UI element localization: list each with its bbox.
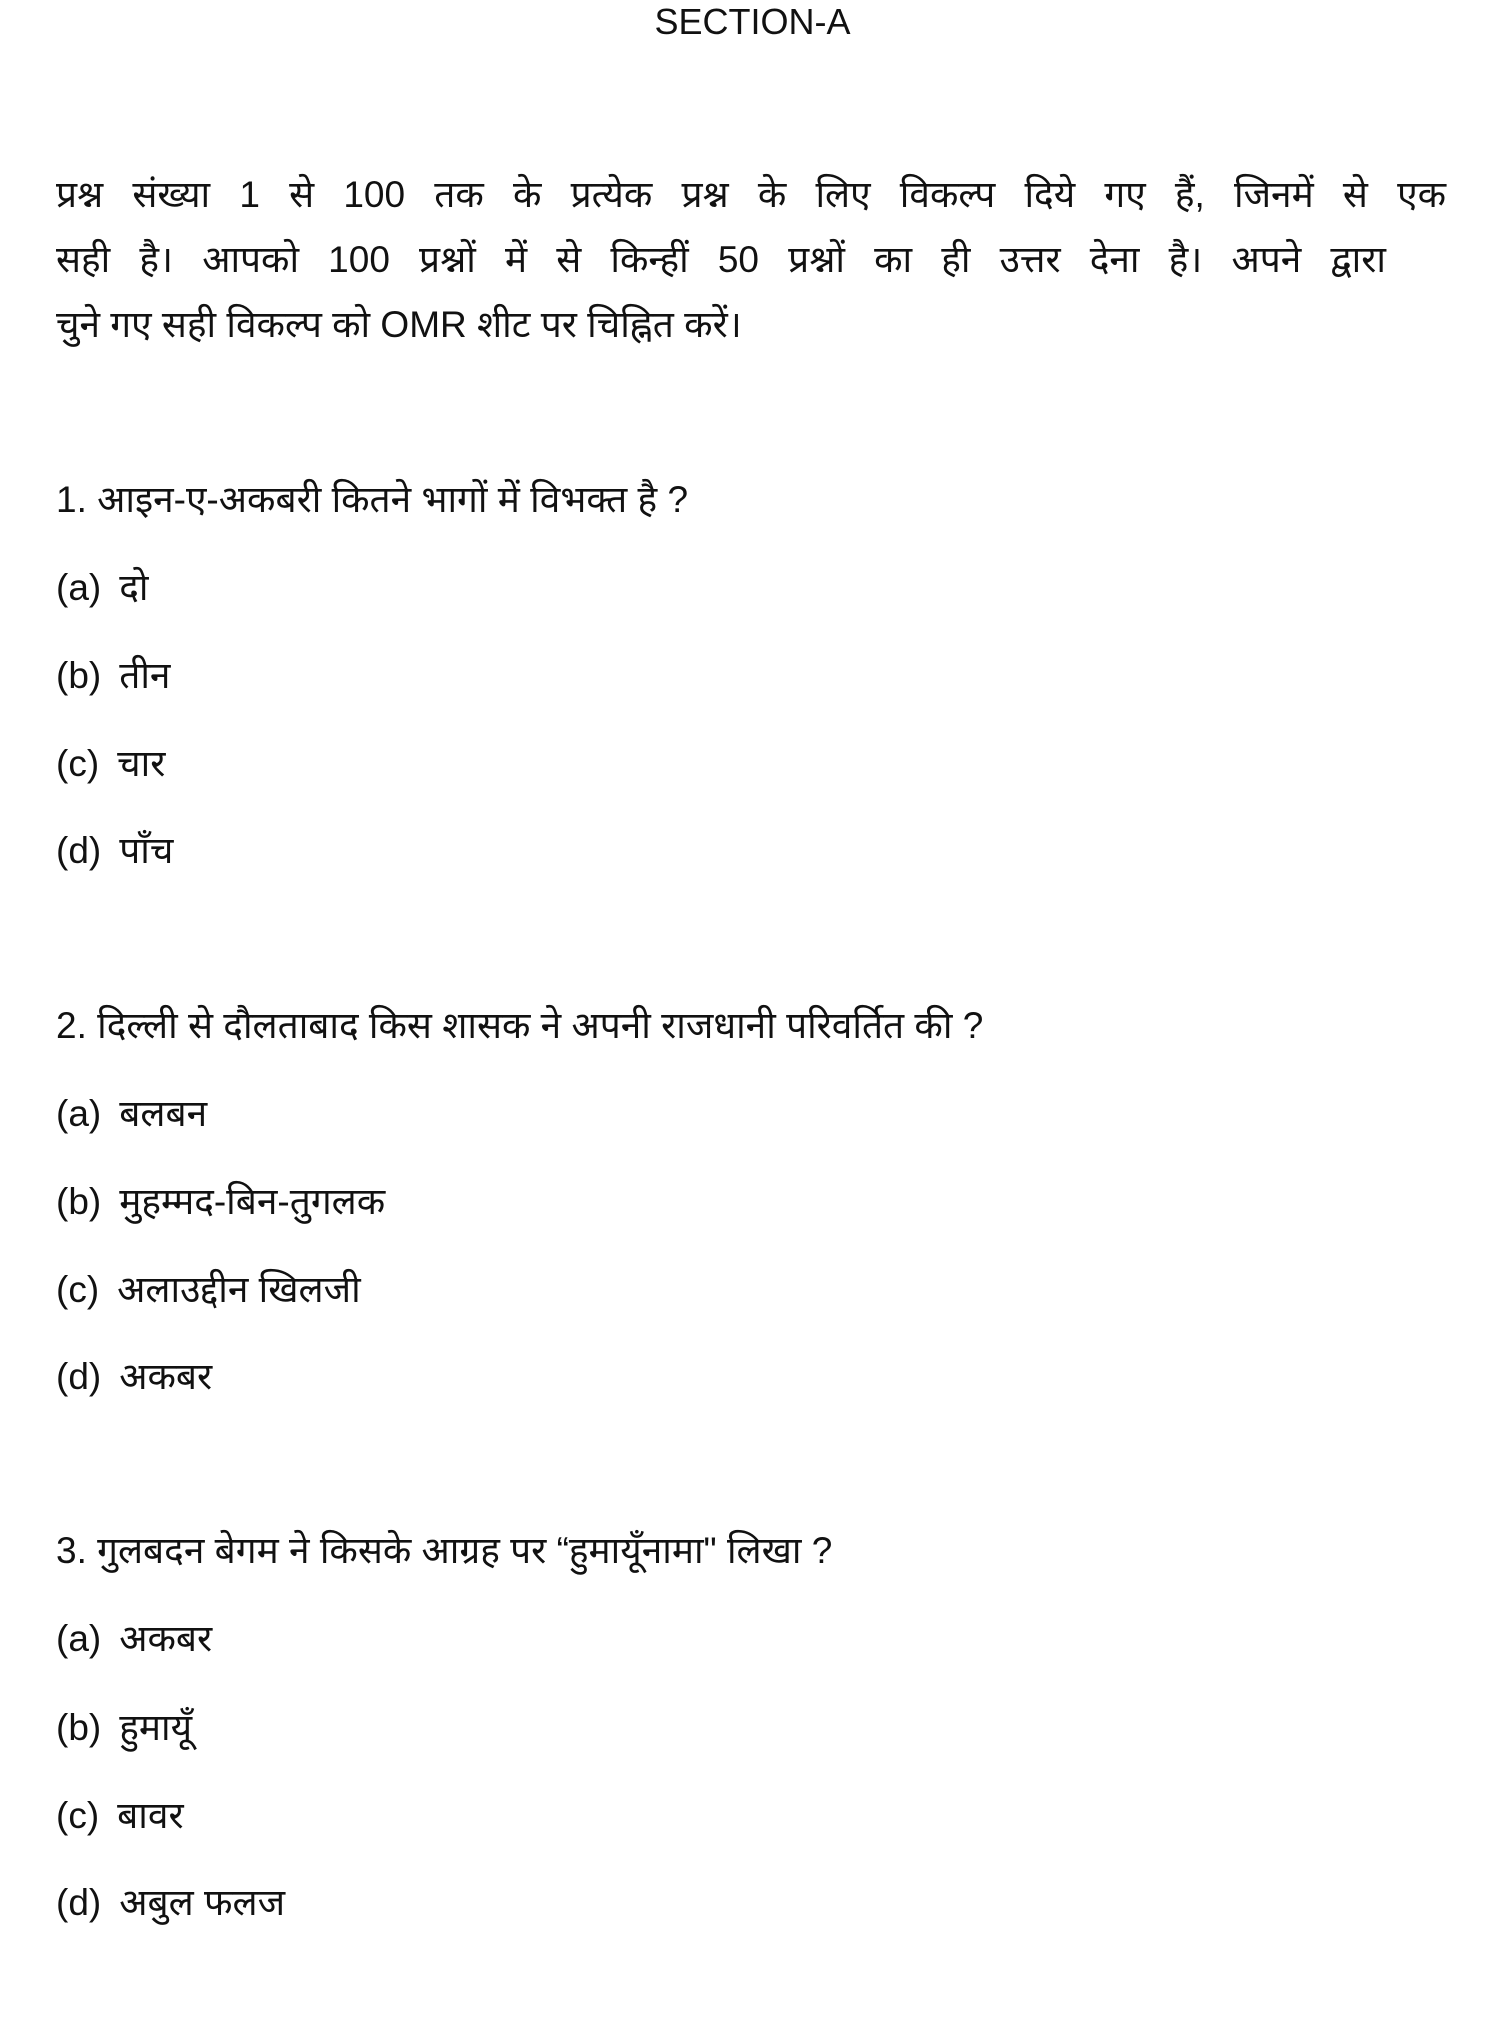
instruction-line: सही है। आपको 100 प्रश्नों में से किन्हीं 50 प्रश्नों का ही उत्तर देना है। अपने द्वारा xyxy=(56,239,1386,280)
question-2-text: 2. दिल्ली से दौलताबाद किस शासक ने अपनी राजधानी परिवर्तित की ? xyxy=(56,1005,984,1046)
option-label: (b) xyxy=(56,1181,102,1222)
option-text: हुमायूँ xyxy=(119,1707,193,1748)
option-text: बलबन xyxy=(119,1093,208,1134)
instruction-line: चुने गए सही विकल्प को OMR शीट पर चिह्नित करें। xyxy=(56,304,742,345)
option-label: (d) xyxy=(56,1882,102,1923)
section-title: SECTION-A xyxy=(654,1,851,42)
option-text: अकबर xyxy=(119,1356,213,1397)
option-label: (a) xyxy=(56,567,102,608)
option-label: (d) xyxy=(56,1356,102,1397)
option-text: चार xyxy=(117,743,166,784)
option-text: तीन xyxy=(119,655,171,696)
option-text: अलाउद्दीन खिलजी xyxy=(117,1269,361,1310)
option-text: पाँच xyxy=(119,830,174,871)
option-text: अबुल फलज xyxy=(119,1882,286,1923)
question-2-option-a[interactable] xyxy=(56,1086,207,1142)
option-label: (a) xyxy=(56,1093,102,1134)
option-label: (c) xyxy=(56,1269,100,1310)
question-1-option-b[interactable] xyxy=(56,648,170,704)
option-text: बावर xyxy=(117,1795,184,1836)
option-label: (c) xyxy=(56,743,100,784)
question-1-text: 1. आइन-ए-अकबरी कितने भागों में विभक्त है ? xyxy=(56,479,689,520)
question-1-option-a[interactable] xyxy=(56,560,148,616)
question-1-option-d[interactable] xyxy=(56,823,173,879)
option-label: (b) xyxy=(56,655,102,696)
question-3-text: 3. गुलबदन बेगम ने किसके आग्रह पर “हुमायूँनामा" लिखा ? xyxy=(56,1530,833,1571)
instruction-line: प्रश्न संख्या 1 से 100 तक के प्रत्येक प्रश्न के लिए विकल्प दिये गए हैं, जिनमें से एक xyxy=(56,174,1446,215)
question-1-option-c[interactable] xyxy=(56,736,165,792)
question-3-option-a[interactable] xyxy=(56,1611,212,1667)
question-2-option-d[interactable] xyxy=(56,1349,212,1405)
option-label: (b) xyxy=(56,1707,102,1748)
question-3-option-d[interactable] xyxy=(56,1875,285,1931)
question-2-option-b[interactable] xyxy=(56,1174,385,1230)
option-label: (d) xyxy=(56,830,102,871)
option-label: (c) xyxy=(56,1795,100,1836)
option-text: मुहम्मद-बिन-तुगलक xyxy=(119,1181,386,1222)
option-label: (a) xyxy=(56,1618,102,1659)
question-3-option-b[interactable] xyxy=(56,1700,192,1756)
option-text: दो xyxy=(119,567,149,608)
option-text: अकबर xyxy=(119,1618,213,1659)
question-2-option-c[interactable] xyxy=(56,1262,361,1318)
question-3-option-c[interactable] xyxy=(56,1788,184,1844)
